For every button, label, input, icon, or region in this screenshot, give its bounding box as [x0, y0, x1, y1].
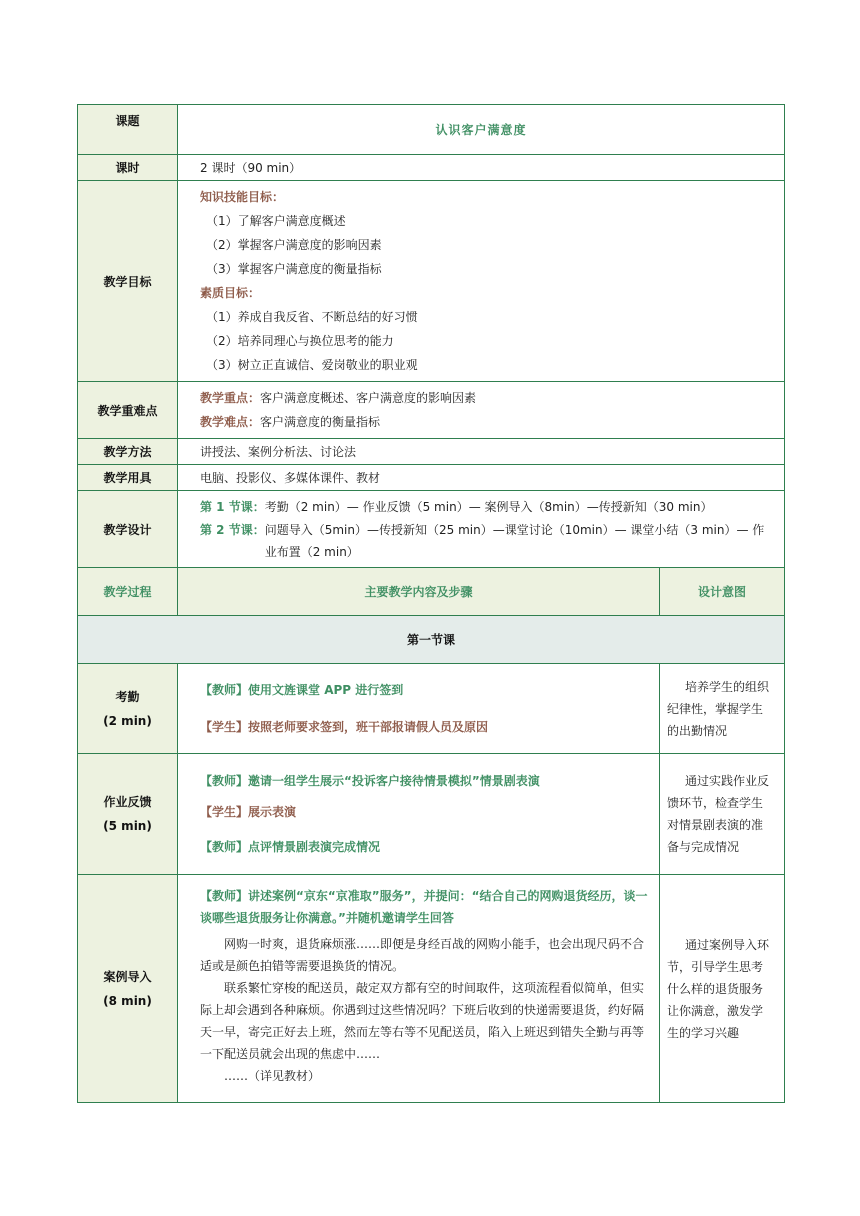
lesson2-label: 第 2 节课： [200, 523, 265, 537]
step-line: 展示表演 [248, 805, 297, 819]
step-name: 考勤 [115, 689, 140, 704]
tools-label: 教学用具 [78, 465, 178, 491]
step-line: 使用文旌课堂 APP 进行签到 [248, 683, 404, 697]
lesson1-value: 考勤（2 min）— 作业反馈（5 min）— 案例导入（8min）—传授新知（30 min） [264, 500, 713, 514]
hours-value: 2 课时（90 min） [178, 155, 785, 181]
design-intent: 通过实践作业反馈环节，检查学生对情景剧表演的准备与完成情况 [660, 754, 785, 875]
lesson2-value: 问题导入（5min）—传授新知（25 min）—课堂讨论（10min）— 课堂小结（3 min）— 作业布置（2 min） [264, 523, 765, 559]
step-content [178, 754, 660, 875]
process-header-col3: 设计意图 [660, 568, 785, 616]
difficulty-label: 教学难点： [200, 415, 261, 429]
step-line: 邀请一组学生展示“投诉客户接待情景模拟”情景剧表演 [248, 774, 540, 788]
step-name: 案例导入 [103, 969, 152, 984]
difficulty-value: 客户满意度的衡量指标 [260, 415, 381, 429]
topic-title: 认识客户满意度 [178, 105, 785, 155]
design-intent: 培养学生的组织纪律性，掌握学生的出勤情况 [660, 664, 785, 754]
topic-label: 课题 [78, 105, 178, 155]
step-time: (2 min) [103, 713, 152, 728]
knowledge-title: 知识技能目标： [200, 190, 285, 204]
step-label [78, 754, 178, 875]
step-line: 按照老师要求签到，班干部报请假人员及原因 [248, 720, 489, 734]
quality-item: （1）养成自我反省、不断总结的好习惯 [206, 310, 418, 324]
role-tag: 【学生】 [200, 720, 249, 734]
focus-value: 客户满意度概述、客户满意度的影响因素 [260, 391, 477, 405]
role-tag: 【教师】 [200, 683, 249, 697]
keypoints-label: 教学重难点 [78, 382, 178, 439]
methods-value: 讲授法、案例分析法、讨论法 [178, 439, 785, 465]
lesson1-label: 第 1 节课： [200, 500, 265, 514]
quality-item: （2）培养同理心与换位思考的能力 [206, 334, 394, 348]
focus-label: 教学重点： [200, 391, 261, 405]
hours-label: 课时 [78, 155, 178, 181]
knowledge-item: （2）掌握客户满意度的影响因素 [206, 238, 382, 252]
keypoints-content [178, 382, 785, 439]
lesson-plan-table [77, 104, 785, 1103]
step-label [78, 875, 178, 1103]
step-line: 讲述案例“京东“京准取”服务”，并提问：“结合自己的网购退货经历，谈一谈哪些退货服务让你满意。”并随机邀请学生回答 [200, 889, 648, 925]
section-title: 第一节课 [78, 616, 785, 664]
process-header-col1: 教学过程 [78, 568, 178, 616]
quality-title: 素质目标： [200, 286, 261, 300]
case-paragraph: 网购一时爽，退货麻烦涨……即便是身经百战的网购小能手，也会出现尺码不合适或是颜色拍错等需要退换货的情况。 [200, 937, 645, 973]
case-paragraph: ……（详见教材） [224, 1069, 321, 1083]
step-name: 作业反馈 [103, 795, 152, 809]
step-label [78, 664, 178, 754]
role-tag: 【学生】 [200, 805, 249, 819]
objectives-label: 教学目标 [78, 181, 178, 382]
step-line: 点评情景剧表演完成情况 [248, 840, 381, 854]
tools-value: 电脑、投影仪、多媒体课件、教材 [178, 465, 785, 491]
case-paragraph: 联系繁忙穿梭的配送员，敲定双方都有空的时间取件，这项流程看似简单，但实际上却会遇到各种麻烦。你遇到过这些情况吗？下班后收到的快递需要退货，约好隔天一早，寄完正好去上班，然而左等右等不见配送员，陷入上班迟到错失全勤与再等一下配送员就会出现的焦虑中…… [200, 981, 645, 1061]
step-content [178, 875, 660, 1103]
methods-label: 教学方法 [78, 439, 178, 465]
design-intent: 通过案例导入环节，引导学生思考什么样的退货服务让你满意，激发学生的学习兴趣 [660, 875, 785, 1103]
design-content [178, 491, 785, 568]
quality-item: （3）树立正直诚信、爱岗敬业的职业观 [206, 358, 418, 372]
step-content [178, 664, 660, 754]
objectives-content [178, 181, 785, 382]
process-header-col2: 主要教学内容及步骤 [178, 568, 660, 616]
knowledge-item: （1）了解客户满意度概述 [206, 214, 346, 228]
step-time: (5 min) [103, 819, 152, 833]
role-tag: 【教师】 [200, 889, 249, 903]
role-tag: 【教师】 [200, 840, 249, 854]
knowledge-item: （3）掌握客户满意度的衡量指标 [206, 262, 382, 276]
step-time: (8 min) [103, 993, 152, 1008]
role-tag: 【教师】 [200, 774, 249, 788]
design-label: 教学设计 [78, 491, 178, 568]
